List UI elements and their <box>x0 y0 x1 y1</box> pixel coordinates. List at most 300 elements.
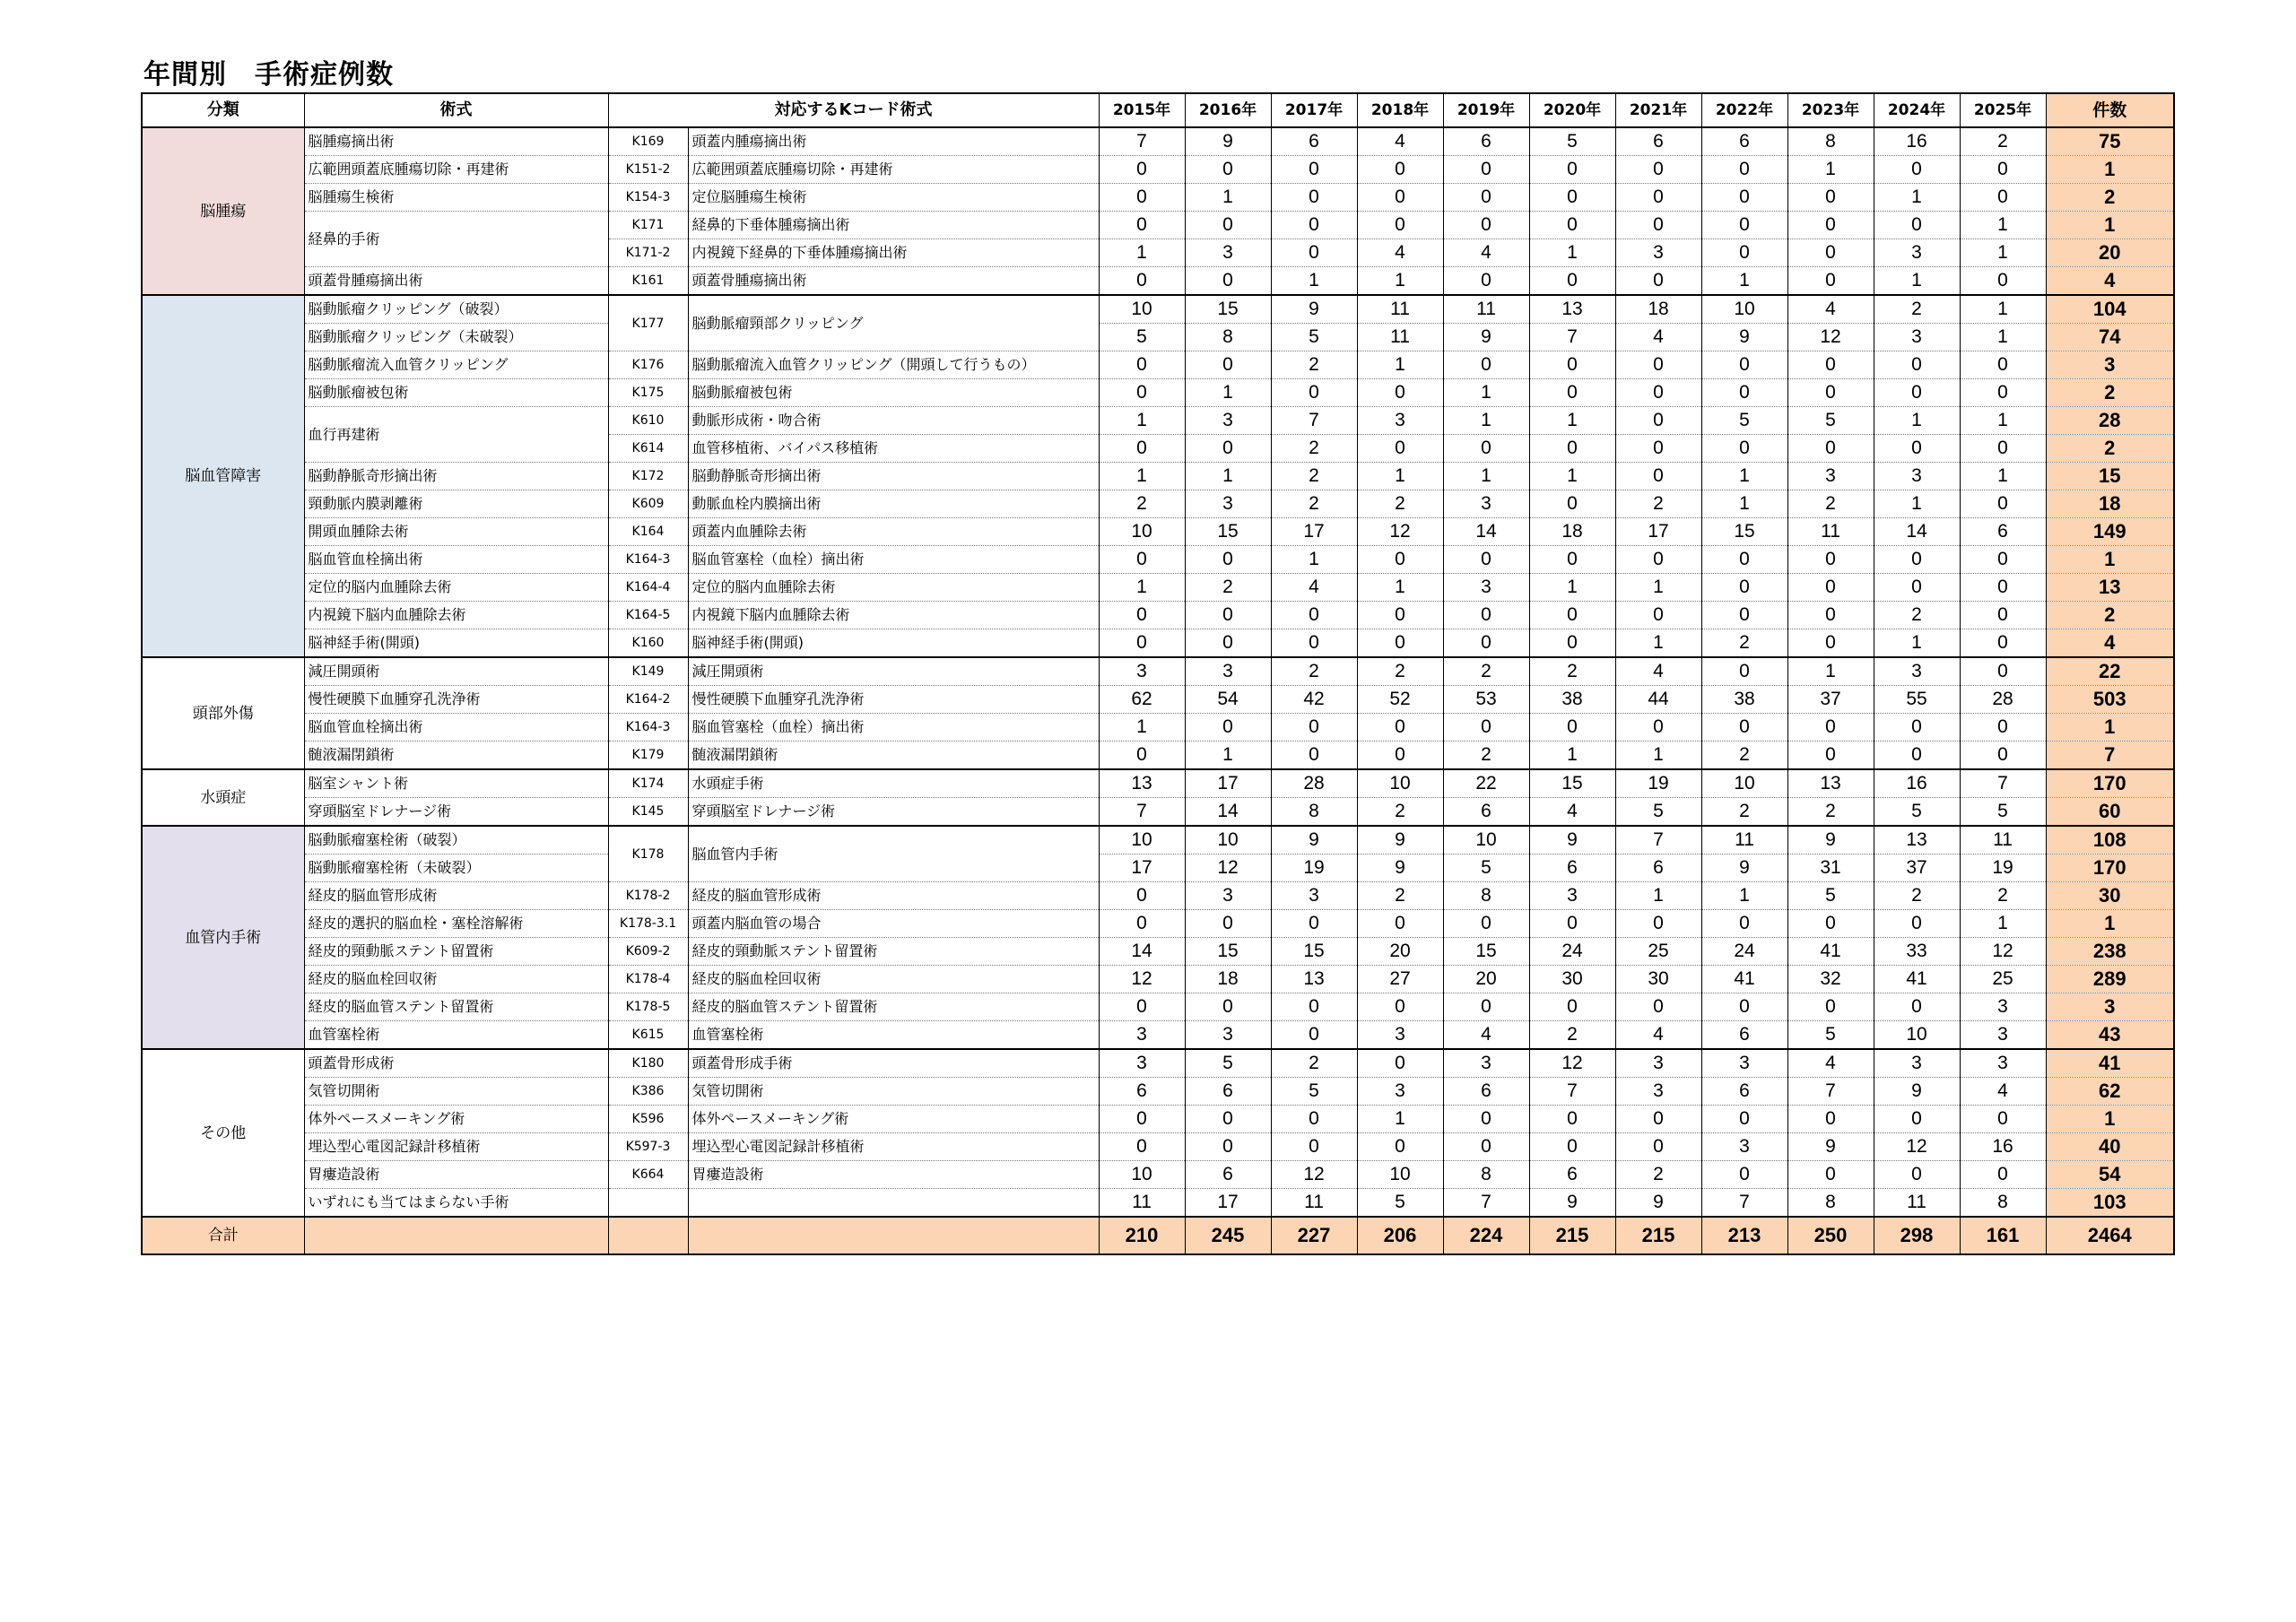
year-count-cell: 7 <box>1529 1078 1615 1106</box>
year-count-cell: 9 <box>1529 826 1615 854</box>
year-count-cell: 0 <box>1185 546 1271 574</box>
procedure-cell: いずれにも当てはまらない手術 <box>304 1189 608 1218</box>
procedure-cell: 脳室シャント術 <box>304 769 608 798</box>
kcode-cell: K180 <box>608 1049 688 1078</box>
row-total-cell: 104 <box>2046 295 2174 324</box>
year-count-cell: 15 <box>1185 295 1271 324</box>
year-count-cell: 9 <box>1701 854 1787 882</box>
year-count-cell: 0 <box>1615 407 1701 435</box>
row-total-cell: 30 <box>2046 882 2174 910</box>
table-row <box>142 826 2174 854</box>
header-year: 2016年 <box>1185 93 1271 127</box>
year-count-cell: 0 <box>1874 1106 1960 1133</box>
year-count-cell: 53 <box>1443 686 1529 714</box>
year-count-cell: 41 <box>1874 966 1960 993</box>
table-row <box>142 1049 2174 1078</box>
year-count-cell: 0 <box>1701 1106 1787 1133</box>
year-count-cell: 15 <box>1701 518 1787 546</box>
year-count-cell: 0 <box>1960 351 2046 379</box>
year-count-cell: 24 <box>1529 938 1615 966</box>
year-count-cell: 3 <box>1960 1021 2046 1050</box>
procedure-cell: 脳動脈瘤クリッピング（未破裂） <box>304 324 608 351</box>
year-count-cell: 13 <box>1099 769 1185 798</box>
year-count-cell: 1 <box>1357 351 1443 379</box>
year-count-cell: 0 <box>1701 184 1787 212</box>
category-cell: その他 <box>142 1049 304 1217</box>
year-count-cell: 0 <box>1099 1133 1185 1161</box>
procedure-cell: 頭蓋骨形成術 <box>304 1049 608 1078</box>
table-row <box>142 379 2174 407</box>
kcode-cell: K177 <box>608 295 688 351</box>
year-count-cell: 0 <box>1271 993 1357 1021</box>
header-row <box>142 93 2174 127</box>
year-count-cell: 0 <box>1443 629 1529 658</box>
year-count-cell: 3 <box>1874 324 1960 351</box>
table-row <box>142 769 2174 798</box>
procedure-cell: 頭蓋骨腫瘍摘出術 <box>304 267 608 296</box>
kcode-procedure-cell: 脳血管塞栓（血栓）摘出術 <box>688 546 1099 574</box>
procedure-cell: 脳動脈瘤被包術 <box>304 379 608 407</box>
year-count-cell: 0 <box>1443 212 1529 239</box>
year-count-cell: 4 <box>1271 574 1357 602</box>
year-count-cell: 0 <box>1529 602 1615 629</box>
year-count-cell: 2 <box>1960 882 2046 910</box>
year-count-cell: 3 <box>1185 407 1271 435</box>
table-row <box>142 407 2174 435</box>
year-count-cell: 5 <box>1787 407 1874 435</box>
year-count-cell: 20 <box>1357 938 1443 966</box>
row-total-cell: 60 <box>2046 798 2174 827</box>
year-count-cell: 12 <box>1874 1133 1960 1161</box>
year-count-cell: 0 <box>1443 267 1529 296</box>
kcode-procedure-cell: 脳血管内手術 <box>688 826 1099 882</box>
year-count-cell: 5 <box>1185 1049 1271 1078</box>
kcode-procedure-cell: 頭蓋内腫瘍摘出術 <box>688 127 1099 156</box>
year-count-cell: 0 <box>1701 212 1787 239</box>
year-count-cell: 10 <box>1099 518 1185 546</box>
kcode-procedure-cell: 脳神経手術(開頭) <box>688 629 1099 658</box>
year-count-cell: 41 <box>1701 966 1787 993</box>
year-count-cell: 10 <box>1185 826 1271 854</box>
year-count-cell: 2 <box>1443 657 1529 686</box>
year-count-cell: 0 <box>1701 435 1787 463</box>
kcode-cell: K178-4 <box>608 966 688 993</box>
year-count-cell: 3 <box>1701 1049 1787 1078</box>
year-count-cell: 8 <box>1185 324 1271 351</box>
kcode-procedure-cell: 減圧開頭術 <box>688 657 1099 686</box>
year-count-cell: 44 <box>1615 686 1701 714</box>
year-count-cell: 2 <box>1701 629 1787 658</box>
year-count-cell: 1 <box>1185 463 1271 490</box>
summary-empty-cell <box>688 1217 1099 1254</box>
table-body <box>142 127 2174 1254</box>
kcode-cell: K178-3.1 <box>608 910 688 938</box>
kcode-cell: K175 <box>608 379 688 407</box>
year-count-cell: 0 <box>1529 184 1615 212</box>
year-count-cell: 0 <box>1271 212 1357 239</box>
year-count-cell: 9 <box>1271 826 1357 854</box>
year-count-cell: 6 <box>1960 518 2046 546</box>
year-count-cell: 8 <box>1271 798 1357 827</box>
kcode-cell: K176 <box>608 351 688 379</box>
row-total-cell: 170 <box>2046 854 2174 882</box>
year-count-cell: 38 <box>1529 686 1615 714</box>
year-count-cell: 0 <box>1529 714 1615 742</box>
year-count-cell: 0 <box>1271 910 1357 938</box>
year-count-cell: 25 <box>1615 938 1701 966</box>
year-count-cell: 0 <box>1185 602 1271 629</box>
procedure-cell: 減圧開頭術 <box>304 657 608 686</box>
year-count-cell: 1 <box>1960 910 2046 938</box>
year-count-cell: 0 <box>1701 714 1787 742</box>
table-row <box>142 910 2174 938</box>
row-total-cell: 2 <box>2046 379 2174 407</box>
year-count-cell: 0 <box>1787 1161 1874 1189</box>
table-row <box>142 966 2174 993</box>
table-row <box>142 742 2174 770</box>
row-total-cell: 4 <box>2046 629 2174 658</box>
year-count-cell: 0 <box>1185 267 1271 296</box>
year-count-cell: 1 <box>1529 574 1615 602</box>
year-count-cell: 24 <box>1701 938 1787 966</box>
summary-year-total: 298 <box>1874 1217 1960 1254</box>
year-count-cell: 6 <box>1701 1078 1787 1106</box>
kcode-cell: K664 <box>608 1161 688 1189</box>
year-count-cell: 1 <box>1874 490 1960 518</box>
year-count-cell: 0 <box>1787 267 1874 296</box>
year-count-cell: 6 <box>1185 1078 1271 1106</box>
year-count-cell: 6 <box>1185 1161 1271 1189</box>
year-count-cell: 3 <box>1185 1021 1271 1050</box>
year-count-cell: 7 <box>1529 324 1615 351</box>
year-count-cell: 0 <box>1529 910 1615 938</box>
summary-year-total: 250 <box>1787 1217 1874 1254</box>
kcode-cell: K596 <box>608 1106 688 1133</box>
year-count-cell: 16 <box>1874 127 1960 156</box>
year-count-cell: 0 <box>1099 212 1185 239</box>
row-total-cell: 1 <box>2046 212 2174 239</box>
kcode-procedure-cell: 動脈血栓内膜摘出術 <box>688 490 1099 518</box>
summary-year-total: 213 <box>1701 1217 1787 1254</box>
year-count-cell: 1 <box>1787 657 1874 686</box>
procedure-cell: 脳神経手術(開頭) <box>304 629 608 658</box>
year-count-cell: 2 <box>1701 742 1787 770</box>
year-count-cell: 4 <box>1357 239 1443 267</box>
year-count-cell: 0 <box>1960 602 2046 629</box>
row-total-cell: 238 <box>2046 938 2174 966</box>
year-count-cell: 0 <box>1787 239 1874 267</box>
year-count-cell: 6 <box>1615 854 1701 882</box>
year-count-cell: 10 <box>1874 1021 1960 1050</box>
year-count-cell: 0 <box>1185 1106 1271 1133</box>
year-count-cell: 0 <box>1185 714 1271 742</box>
year-count-cell: 0 <box>1787 629 1874 658</box>
year-count-cell: 20 <box>1443 966 1529 993</box>
year-count-cell: 0 <box>1701 657 1787 686</box>
year-count-cell: 14 <box>1874 518 1960 546</box>
row-total-cell: 2 <box>2046 435 2174 463</box>
year-count-cell: 0 <box>1185 156 1271 184</box>
year-count-cell: 0 <box>1099 602 1185 629</box>
year-count-cell: 0 <box>1529 546 1615 574</box>
year-count-cell: 54 <box>1185 686 1271 714</box>
row-total-cell: 503 <box>2046 686 2174 714</box>
kcode-procedure-cell: 慢性硬膜下血腫穿孔洗浄術 <box>688 686 1099 714</box>
year-count-cell: 0 <box>1787 1106 1874 1133</box>
year-count-cell: 1 <box>1357 1106 1443 1133</box>
kcode-procedure-cell: 経皮的脳血栓回収術 <box>688 966 1099 993</box>
year-count-cell: 1 <box>1099 574 1185 602</box>
row-total-cell: 15 <box>2046 463 2174 490</box>
year-count-cell: 38 <box>1701 686 1787 714</box>
year-count-cell: 11 <box>1874 1189 1960 1218</box>
year-count-cell: 11 <box>1357 324 1443 351</box>
procedure-cell: 経皮的頸動脈ステント留置術 <box>304 938 608 966</box>
year-count-cell: 0 <box>1960 435 2046 463</box>
year-count-cell: 0 <box>1701 379 1787 407</box>
row-total-cell: 22 <box>2046 657 2174 686</box>
year-count-cell: 0 <box>1099 351 1185 379</box>
year-count-cell: 1 <box>1874 407 1960 435</box>
procedure-cell: 穿頭脳室ドレナージ術 <box>304 798 608 827</box>
year-count-cell: 0 <box>1357 993 1443 1021</box>
procedure-cell: 気管切開術 <box>304 1078 608 1106</box>
row-total-cell: 2 <box>2046 184 2174 212</box>
header-category: 分類 <box>142 93 304 127</box>
year-count-cell: 0 <box>1615 714 1701 742</box>
year-count-cell: 14 <box>1185 798 1271 827</box>
year-count-cell: 6 <box>1529 1161 1615 1189</box>
year-count-cell: 3 <box>1185 882 1271 910</box>
year-count-cell: 1 <box>1960 239 2046 267</box>
year-count-cell: 0 <box>1271 1133 1357 1161</box>
year-count-cell: 0 <box>1960 742 2046 770</box>
year-count-cell: 6 <box>1615 127 1701 156</box>
year-count-cell: 1 <box>1185 379 1271 407</box>
year-count-cell: 18 <box>1615 295 1701 324</box>
year-count-cell: 1 <box>1099 407 1185 435</box>
year-count-cell: 33 <box>1874 938 1960 966</box>
kcode-cell: K154-3 <box>608 184 688 212</box>
kcode-cell <box>608 1189 688 1218</box>
year-count-cell: 0 <box>1615 267 1701 296</box>
year-count-cell: 41 <box>1787 938 1874 966</box>
row-total-cell: 62 <box>2046 1078 2174 1106</box>
year-count-cell: 0 <box>1271 714 1357 742</box>
year-count-cell: 0 <box>1443 910 1529 938</box>
procedure-cell: 経鼻的手術 <box>304 212 608 267</box>
year-count-cell: 1 <box>1874 629 1960 658</box>
year-count-cell: 1 <box>1529 239 1615 267</box>
summary-year-total: 224 <box>1443 1217 1529 1254</box>
table-row <box>142 518 2174 546</box>
kcode-cell: K597-3 <box>608 1133 688 1161</box>
table-row <box>142 1133 2174 1161</box>
procedure-cell: 脳動脈瘤塞栓術（破裂） <box>304 826 608 854</box>
year-count-cell: 16 <box>1960 1133 2046 1161</box>
kcode-procedure-cell: 定位脳腫瘍生検術 <box>688 184 1099 212</box>
year-count-cell: 0 <box>1443 1106 1529 1133</box>
table-row <box>142 127 2174 156</box>
year-count-cell: 10 <box>1357 769 1443 798</box>
year-count-cell: 2 <box>1271 463 1357 490</box>
year-count-cell: 1 <box>1615 882 1701 910</box>
year-count-cell: 0 <box>1271 239 1357 267</box>
header-procedure: 術式 <box>304 93 608 127</box>
summary-year-total: 210 <box>1099 1217 1185 1254</box>
year-count-cell: 19 <box>1271 854 1357 882</box>
kcode-cell: K179 <box>608 742 688 770</box>
year-count-cell: 1 <box>1443 379 1529 407</box>
year-count-cell: 0 <box>1357 156 1443 184</box>
row-total-cell: 1 <box>2046 156 2174 184</box>
year-count-cell: 12 <box>1529 1049 1615 1078</box>
kcode-procedure-cell: 内視鏡下経鼻的下垂体腫瘍摘出術 <box>688 239 1099 267</box>
year-count-cell: 16 <box>1874 769 1960 798</box>
year-count-cell: 13 <box>1787 769 1874 798</box>
kcode-cell: K164 <box>608 518 688 546</box>
header-year: 2020年 <box>1529 93 1615 127</box>
year-count-cell: 0 <box>1787 184 1874 212</box>
year-count-cell: 0 <box>1787 379 1874 407</box>
year-count-cell: 0 <box>1874 910 1960 938</box>
year-count-cell: 2 <box>1529 1021 1615 1050</box>
year-count-cell: 1 <box>1701 490 1787 518</box>
year-count-cell: 0 <box>1357 212 1443 239</box>
year-count-cell: 1 <box>1960 463 2046 490</box>
year-count-cell: 0 <box>1960 714 2046 742</box>
table-row <box>142 351 2174 379</box>
kcode-cell: K160 <box>608 629 688 658</box>
procedure-cell: 血管塞栓術 <box>304 1021 608 1050</box>
year-count-cell: 0 <box>1701 351 1787 379</box>
year-count-cell: 17 <box>1185 769 1271 798</box>
year-count-cell: 0 <box>1874 742 1960 770</box>
year-count-cell: 2 <box>1357 490 1443 518</box>
year-count-cell: 0 <box>1529 993 1615 1021</box>
year-count-cell: 6 <box>1443 127 1529 156</box>
year-count-cell: 3 <box>1099 657 1185 686</box>
row-total-cell: 2 <box>2046 602 2174 629</box>
year-count-cell: 4 <box>1615 324 1701 351</box>
year-count-cell: 0 <box>1615 1106 1701 1133</box>
header-year: 2021年 <box>1615 93 1701 127</box>
year-count-cell: 5 <box>1271 1078 1357 1106</box>
year-count-cell: 2 <box>1701 798 1787 827</box>
row-total-cell: 41 <box>2046 1049 2174 1078</box>
procedure-cell: 開頭血腫除去術 <box>304 518 608 546</box>
year-count-cell: 0 <box>1443 1133 1529 1161</box>
kcode-procedure-cell: 気管切開術 <box>688 1078 1099 1106</box>
summary-row <box>142 1217 2174 1254</box>
year-count-cell: 12 <box>1185 854 1271 882</box>
year-count-cell: 3 <box>1787 463 1874 490</box>
year-count-cell: 2 <box>1357 798 1443 827</box>
table-row <box>142 686 2174 714</box>
year-count-cell: 32 <box>1787 966 1874 993</box>
year-count-cell: 0 <box>1787 602 1874 629</box>
year-count-cell: 1 <box>1615 742 1701 770</box>
year-count-cell: 7 <box>1099 127 1185 156</box>
year-count-cell: 0 <box>1787 212 1874 239</box>
year-count-cell: 1 <box>1357 574 1443 602</box>
kcode-procedure-cell: 定位的脳内血腫除去術 <box>688 574 1099 602</box>
kcode-procedure-cell: 経皮的頸動脈ステント留置術 <box>688 938 1099 966</box>
kcode-procedure-cell: 経皮的脳血管ステント留置術 <box>688 993 1099 1021</box>
year-count-cell: 0 <box>1615 546 1701 574</box>
year-count-cell: 6 <box>1443 798 1529 827</box>
kcode-procedure-cell: 脳動脈瘤頸部クリッピング <box>688 295 1099 351</box>
year-count-cell: 0 <box>1443 351 1529 379</box>
procedure-cell: 埋込型心電図記録計移植術 <box>304 1133 608 1161</box>
row-total-cell: 20 <box>2046 239 2174 267</box>
year-count-cell: 0 <box>1960 267 2046 296</box>
year-count-cell: 3 <box>1099 1021 1185 1050</box>
year-count-cell: 2 <box>1787 490 1874 518</box>
year-count-cell: 2 <box>1357 657 1443 686</box>
kcode-cell: K609 <box>608 490 688 518</box>
kcode-procedure-cell: 頭蓋骨形成手術 <box>688 1049 1099 1078</box>
year-count-cell: 1 <box>1615 574 1701 602</box>
year-count-cell: 0 <box>1185 910 1271 938</box>
year-count-cell: 22 <box>1443 769 1529 798</box>
year-count-cell: 0 <box>1529 629 1615 658</box>
year-count-cell: 0 <box>1874 546 1960 574</box>
year-count-cell: 3 <box>1099 1049 1185 1078</box>
year-count-cell: 0 <box>1874 351 1960 379</box>
year-count-cell: 7 <box>1615 826 1701 854</box>
year-count-cell: 0 <box>1529 212 1615 239</box>
year-count-cell: 0 <box>1701 239 1787 267</box>
year-count-cell: 11 <box>1357 295 1443 324</box>
kcode-cell: K171-2 <box>608 239 688 267</box>
summary-empty-cell <box>608 1217 688 1254</box>
year-count-cell: 0 <box>1529 267 1615 296</box>
kcode-procedure-cell: 髄液漏閉鎖術 <box>688 742 1099 770</box>
table-row <box>142 602 2174 629</box>
year-count-cell: 28 <box>1960 686 2046 714</box>
year-count-cell: 0 <box>1960 490 2046 518</box>
year-count-cell: 0 <box>1615 993 1701 1021</box>
year-count-cell: 27 <box>1357 966 1443 993</box>
year-count-cell: 10 <box>1099 826 1185 854</box>
year-count-cell: 10 <box>1357 1161 1443 1189</box>
year-count-cell: 1 <box>1443 463 1529 490</box>
year-count-cell: 0 <box>1357 546 1443 574</box>
kcode-procedure-cell: 内視鏡下脳内血腫除去術 <box>688 602 1099 629</box>
year-count-cell: 9 <box>1529 1189 1615 1218</box>
year-count-cell: 0 <box>1787 910 1874 938</box>
year-count-cell: 4 <box>1960 1078 2046 1106</box>
year-count-cell: 17 <box>1271 518 1357 546</box>
year-count-cell: 0 <box>1529 351 1615 379</box>
year-count-cell: 1 <box>1701 882 1787 910</box>
year-count-cell: 3 <box>1615 239 1701 267</box>
year-count-cell: 1 <box>1271 546 1357 574</box>
year-count-cell: 0 <box>1099 1106 1185 1133</box>
row-total-cell: 103 <box>2046 1189 2174 1218</box>
kcode-procedure-cell: 脳動脈瘤流入血管クリッピング（開頭して行うもの） <box>688 351 1099 379</box>
kcode-procedure-cell: 動脈形成術・吻合術 <box>688 407 1099 435</box>
year-count-cell: 0 <box>1701 156 1787 184</box>
procedure-cell: 体外ペースメーキング術 <box>304 1106 608 1133</box>
year-count-cell: 7 <box>1099 798 1185 827</box>
table-row <box>142 324 2174 351</box>
summary-year-total: 161 <box>1960 1217 2046 1254</box>
procedure-cell: 経皮的脳血管形成術 <box>304 882 608 910</box>
year-count-cell: 11 <box>1271 1189 1357 1218</box>
year-count-cell: 3 <box>1357 1021 1443 1050</box>
